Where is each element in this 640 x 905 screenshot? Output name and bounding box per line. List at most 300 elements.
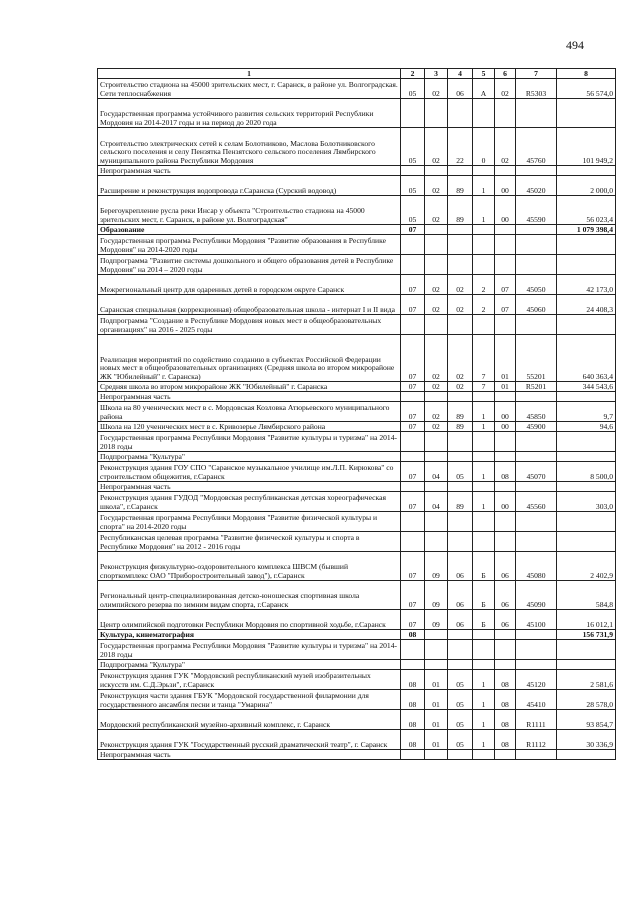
program-code-cell: 06 <box>448 552 473 581</box>
amount-cell: 640 363,4 <box>557 335 616 382</box>
amount-cell: 584,8 <box>557 581 616 610</box>
amount-cell: 56 023,4 <box>557 196 616 225</box>
target-code-cell: 45850 <box>516 402 557 422</box>
event-code-cell: 07 <box>495 295 516 315</box>
target-code-cell <box>516 235 557 255</box>
row-name-cell: Реконструкция части здания ГБУК "Мордовской государственной филармонии для государственного ансамбля песни и танца "Умарина" <box>98 690 401 710</box>
subsection-code-cell: 02 <box>425 128 448 166</box>
subprogram-code-cell <box>473 225 495 235</box>
target-code-cell: 45590 <box>516 196 557 225</box>
subprogram-code-cell <box>473 432 495 452</box>
target-code-cell <box>516 640 557 660</box>
target-code-cell: 45020 <box>516 176 557 196</box>
subsection-code-cell: 02 <box>425 422 448 432</box>
row-name-cell: Реализация мероприятий по содействию созданию в субъектах Российской Федерации новых мест в общеобразовательных организациях (Средняя школа во втором микрорайоне ЖК "Юбилейный" г. Саранска) <box>98 335 401 382</box>
event-code-cell: 02 <box>495 128 516 166</box>
row-name-cell: Межрегиональный центр для одаренных детей в городском округе Саранск <box>98 275 401 295</box>
program-code-cell: 02 <box>448 295 473 315</box>
section-code-cell <box>401 255 425 275</box>
subsection-code-cell <box>425 640 448 660</box>
table-row <box>98 176 616 196</box>
section-code-cell: 05 <box>401 196 425 225</box>
row-name-cell: Реконструкция здания ГУДОД "Мордовская республиканская детская хореографическая школа", г.Саранск <box>98 492 401 512</box>
subprogram-code-cell <box>473 255 495 275</box>
event-code-cell <box>495 640 516 660</box>
amount-cell <box>557 315 616 335</box>
header-row <box>98 69 616 79</box>
target-code-cell <box>516 166 557 176</box>
target-code-cell: 55201 <box>516 335 557 382</box>
target-code-cell <box>516 392 557 402</box>
row-name-cell: Школа на 120 ученических мест в с. Кривозерье Лямбирского района <box>98 422 401 432</box>
section-code-cell: 07 <box>401 295 425 315</box>
subprogram-code-cell <box>473 315 495 335</box>
section-code-cell: 07 <box>401 275 425 295</box>
section-code-cell <box>401 452 425 462</box>
subprogram-code-cell <box>473 512 495 532</box>
amount-cell: 2 581,6 <box>557 670 616 690</box>
subsection-code-cell <box>425 630 448 640</box>
event-code-cell: 08 <box>495 730 516 750</box>
section-code-cell: 05 <box>401 176 425 196</box>
row-name-cell: Центр олимпийской подготовки Республики Мордовия по спортивной ходьбе, г.Саранск <box>98 610 401 630</box>
target-code-cell: 45120 <box>516 670 557 690</box>
section-code-cell: 08 <box>401 730 425 750</box>
program-code-cell <box>448 750 473 760</box>
section-code-cell: 07 <box>401 402 425 422</box>
table-row <box>98 392 616 402</box>
event-code-cell: 01 <box>495 382 516 392</box>
row-name-cell: Школа на 80 ученических мест в с. Мордовская Козловка Атюрьевского муниципального района <box>98 402 401 422</box>
subsection-code-cell <box>425 452 448 462</box>
amount-cell <box>557 99 616 128</box>
program-code-cell: 89 <box>448 402 473 422</box>
table-row <box>98 422 616 432</box>
target-code-cell: 45560 <box>516 492 557 512</box>
event-code-cell: 00 <box>495 402 516 422</box>
amount-cell: 2 402,9 <box>557 552 616 581</box>
program-code-cell: 05 <box>448 730 473 750</box>
table-row <box>98 315 616 335</box>
program-code-cell: 89 <box>448 422 473 432</box>
event-code-cell: 00 <box>495 176 516 196</box>
subprogram-code-cell <box>473 482 495 492</box>
table-row <box>98 225 616 235</box>
subsection-code-cell <box>425 225 448 235</box>
program-code-cell <box>448 235 473 255</box>
target-code-cell: 45410 <box>516 690 557 710</box>
row-name-cell: Реконструкция физкультурно-оздоровительного комплекса ШВСМ (бывший спорткомплекс ОАО "Приборостроительный завод"), г.Саранск <box>98 552 401 581</box>
target-code-cell <box>516 315 557 335</box>
program-code-cell: 02 <box>448 382 473 392</box>
table-row <box>98 640 616 660</box>
section-code-cell <box>401 660 425 670</box>
subsection-code-cell: 09 <box>425 552 448 581</box>
subsection-code-cell: 04 <box>425 492 448 512</box>
event-code-cell <box>495 630 516 640</box>
amount-cell: 344 543,6 <box>557 382 616 392</box>
subsection-code-cell <box>425 750 448 760</box>
program-code-cell: 22 <box>448 128 473 166</box>
row-name-cell: Расширение и реконструкция водопровода г.Саранска (Сурский водовод) <box>98 176 401 196</box>
row-name-cell: Саранская специальная (коррекционная) общеобразовательная школа - интернат I и II вида <box>98 295 401 315</box>
subprogram-code-cell: А <box>473 79 495 99</box>
row-name-cell: Непрограммная часть <box>98 392 401 402</box>
event-code-cell <box>495 225 516 235</box>
subsection-code-cell: 02 <box>425 295 448 315</box>
column-header: 7 <box>516 69 557 79</box>
table-row <box>98 335 616 382</box>
program-code-cell: 89 <box>448 176 473 196</box>
target-code-cell <box>516 432 557 452</box>
section-code-cell: 05 <box>401 128 425 166</box>
table-row <box>98 581 616 610</box>
amount-cell <box>557 660 616 670</box>
subprogram-code-cell: 1 <box>473 422 495 432</box>
event-code-cell <box>495 512 516 532</box>
table-row <box>98 492 616 512</box>
subsection-code-cell <box>425 99 448 128</box>
row-name-cell: Республиканская целевая программа "Развитие физической культуры и спорта в Республике Мордовия" на 2012 - 2016 годы <box>98 532 401 552</box>
section-code-cell: 07 <box>401 610 425 630</box>
table-row <box>98 452 616 462</box>
section-code-cell <box>401 315 425 335</box>
event-code-cell: 00 <box>495 422 516 432</box>
amount-cell: 30 336,9 <box>557 730 616 750</box>
table-row <box>98 690 616 710</box>
target-code-cell: R1112 <box>516 730 557 750</box>
subprogram-code-cell: 1 <box>473 730 495 750</box>
section-code-cell: 08 <box>401 630 425 640</box>
row-name-cell: Подпрограмма "Создание в Республике Мордовия новых мест в общеобразовательных организациях" на 2016 - 2025 годы <box>98 315 401 335</box>
amount-cell: 16 012,1 <box>557 610 616 630</box>
budget-table <box>97 68 616 760</box>
program-code-cell <box>448 640 473 660</box>
event-code-cell <box>495 235 516 255</box>
row-name-cell: Непрограммная часть <box>98 482 401 492</box>
column-header: 6 <box>495 69 516 79</box>
program-code-cell <box>448 482 473 492</box>
subsection-code-cell <box>425 512 448 532</box>
target-code-cell <box>516 99 557 128</box>
subsection-code-cell: 02 <box>425 176 448 196</box>
row-name-cell: Непрограммная часть <box>98 166 401 176</box>
program-code-cell: 05 <box>448 670 473 690</box>
section-code-cell <box>401 750 425 760</box>
row-name-cell: Государственная программа Республики Мордовия "Развитие образования в Республике Мордовия" на 2014-2020 годы <box>98 235 401 255</box>
amount-cell <box>557 640 616 660</box>
amount-cell: 8 500,0 <box>557 462 616 482</box>
subsection-code-cell: 02 <box>425 79 448 99</box>
table-row <box>98 512 616 532</box>
column-header: 4 <box>448 69 473 79</box>
amount-cell <box>557 392 616 402</box>
subprogram-code-cell <box>473 750 495 760</box>
target-code-cell <box>516 750 557 760</box>
target-code-cell <box>516 660 557 670</box>
target-code-cell: R5201 <box>516 382 557 392</box>
row-name-cell: Строительство электрических сетей к селам Болотниково, Маслова Болотниковского сельского поселения и селу Пензятка Пензятского сельского поселения Лямбирского муниципального района Республики Мордовия <box>98 128 401 166</box>
table-row <box>98 552 616 581</box>
subprogram-code-cell: 0 <box>473 128 495 166</box>
subsection-code-cell: 02 <box>425 402 448 422</box>
program-code-cell <box>448 315 473 335</box>
section-code-cell: 07 <box>401 581 425 610</box>
table-row <box>98 99 616 128</box>
amount-cell <box>557 750 616 760</box>
subprogram-code-cell: 1 <box>473 710 495 730</box>
subprogram-code-cell: 1 <box>473 492 495 512</box>
program-code-cell: 02 <box>448 335 473 382</box>
target-code-cell: 45070 <box>516 462 557 482</box>
section-code-cell: 07 <box>401 335 425 382</box>
subprogram-code-cell: 7 <box>473 335 495 382</box>
program-code-cell: 06 <box>448 79 473 99</box>
event-code-cell <box>495 99 516 128</box>
subsection-code-cell <box>425 315 448 335</box>
table-row <box>98 275 616 295</box>
subsection-code-cell <box>425 482 448 492</box>
row-name-cell: Строительство стадиона на 45000 зрительских мест, г. Саранск, в районе ул. Волгоградская. Сети теплоснабжения <box>98 79 401 99</box>
table-row <box>98 482 616 492</box>
section-code-cell <box>401 432 425 452</box>
subprogram-code-cell: Б <box>473 552 495 581</box>
event-code-cell: 00 <box>495 492 516 512</box>
amount-cell: 28 578,0 <box>557 690 616 710</box>
program-code-cell: 89 <box>448 196 473 225</box>
program-code-cell: 06 <box>448 581 473 610</box>
column-header: 2 <box>401 69 425 79</box>
program-code-cell <box>448 99 473 128</box>
section-code-cell: 07 <box>401 492 425 512</box>
table-body <box>98 79 616 760</box>
subsection-code-cell: 02 <box>425 196 448 225</box>
row-name-cell: Подпрограмма "Развитие системы дошкольного и общего образования детей в Республике Мордовия" на 2014 – 2020 годы <box>98 255 401 275</box>
event-code-cell <box>495 255 516 275</box>
amount-cell: 42 173,0 <box>557 275 616 295</box>
subprogram-code-cell <box>473 166 495 176</box>
table-row <box>98 710 616 730</box>
event-code-cell: 06 <box>495 581 516 610</box>
program-code-cell <box>448 432 473 452</box>
subprogram-code-cell: 1 <box>473 196 495 225</box>
program-code-cell: 05 <box>448 710 473 730</box>
row-name-cell: Государственная программа устойчивого развития сельских территорий Республики Мордовия на 2014-2017 годы и на период до 2020 года <box>98 99 401 128</box>
section-code-cell: 05 <box>401 79 425 99</box>
subsection-code-cell: 04 <box>425 462 448 482</box>
row-name-cell: Региональный центр-специализированная детско-юношеская спортивная школа олимпийского резерва по зимним видам спорта, г.Саранск <box>98 581 401 610</box>
program-code-cell <box>448 166 473 176</box>
amount-cell <box>557 452 616 462</box>
program-code-cell: 89 <box>448 492 473 512</box>
subprogram-code-cell: 1 <box>473 402 495 422</box>
amount-cell <box>557 166 616 176</box>
subsection-code-cell <box>425 235 448 255</box>
subsection-code-cell: 02 <box>425 382 448 392</box>
section-code-cell: 07 <box>401 225 425 235</box>
table-row <box>98 630 616 640</box>
subprogram-code-cell: 1 <box>473 462 495 482</box>
section-code-cell <box>401 482 425 492</box>
row-name-cell: Берегоукрепление русла реки Инсар у объекта "Строительство стадиона на 45000 зрительских мест, г. Саранск, в районе ул. Волгоградская" <box>98 196 401 225</box>
event-code-cell <box>495 432 516 452</box>
program-code-cell <box>448 630 473 640</box>
table-row <box>98 235 616 255</box>
row-name-cell: Мордовский республиканский музейно-архивный комплекс, г. Саранск <box>98 710 401 730</box>
row-name-cell: Государственная программа Республики Мордовия "Развитие культуры и туризма" на 2014-2018 годы <box>98 432 401 452</box>
row-name-cell: Непрограммная часть <box>98 750 401 760</box>
target-code-cell <box>516 225 557 235</box>
section-code-cell: 08 <box>401 670 425 690</box>
target-code-cell <box>516 630 557 640</box>
target-code-cell: R5303 <box>516 79 557 99</box>
amount-cell: 94,6 <box>557 422 616 432</box>
target-code-cell <box>516 532 557 552</box>
amount-cell <box>557 482 616 492</box>
subprogram-code-cell <box>473 392 495 402</box>
event-code-cell: 02 <box>495 79 516 99</box>
table-row <box>98 128 616 166</box>
event-code-cell: 00 <box>495 196 516 225</box>
subsection-code-cell: 09 <box>425 610 448 630</box>
amount-cell <box>557 235 616 255</box>
table-row <box>98 432 616 452</box>
row-name-cell: Подпрограмма "Культура" <box>98 452 401 462</box>
subprogram-code-cell: 1 <box>473 690 495 710</box>
subprogram-code-cell: Б <box>473 581 495 610</box>
subprogram-code-cell <box>473 660 495 670</box>
subsection-code-cell: 01 <box>425 670 448 690</box>
subsection-code-cell: 09 <box>425 581 448 610</box>
section-code-cell: 08 <box>401 710 425 730</box>
row-name-cell: Подпрограмма "Культура" <box>98 660 401 670</box>
target-code-cell: 45760 <box>516 128 557 166</box>
program-code-cell: 05 <box>448 690 473 710</box>
program-code-cell <box>448 532 473 552</box>
subsection-code-cell <box>425 392 448 402</box>
page-number: 494 <box>566 38 584 52</box>
table-row <box>98 670 616 690</box>
subprogram-code-cell <box>473 630 495 640</box>
section-code-cell: 07 <box>401 552 425 581</box>
section-code-cell <box>401 99 425 128</box>
table-row <box>98 402 616 422</box>
program-code-cell <box>448 225 473 235</box>
subsection-code-cell <box>425 432 448 452</box>
table-row <box>98 610 616 630</box>
table-row <box>98 166 616 176</box>
table-row <box>98 255 616 275</box>
target-code-cell: 45090 <box>516 581 557 610</box>
subsection-code-cell: 01 <box>425 730 448 750</box>
program-code-cell <box>448 452 473 462</box>
table-row <box>98 196 616 225</box>
subprogram-code-cell <box>473 532 495 552</box>
target-code-cell: R1111 <box>516 710 557 730</box>
section-code-cell: 07 <box>401 462 425 482</box>
event-code-cell: 06 <box>495 610 516 630</box>
target-code-cell <box>516 255 557 275</box>
subsection-code-cell <box>425 532 448 552</box>
column-header: 1 <box>98 69 401 79</box>
row-name-cell: Государственная программа Республики Мордовия "Развитие культуры и туризма" на 2014-2018 годы <box>98 640 401 660</box>
event-code-cell <box>495 315 516 335</box>
table-row <box>98 532 616 552</box>
target-code-cell: 45050 <box>516 275 557 295</box>
amount-cell: 303,0 <box>557 492 616 512</box>
program-code-cell <box>448 392 473 402</box>
amount-cell: 2 000,0 <box>557 176 616 196</box>
table-row <box>98 750 616 760</box>
table-row <box>98 462 616 482</box>
event-code-cell <box>495 166 516 176</box>
subprogram-code-cell: 1 <box>473 176 495 196</box>
subprogram-code-cell <box>473 640 495 660</box>
table-row <box>98 295 616 315</box>
row-name-cell: Реконструкция здания ГУК "Мордовский республиканский музей изобразительных искусств им. С.Д.Эрьзи", г.Саранск <box>98 670 401 690</box>
row-name-cell: Государственная программа Республики Мордовия "Развитие физической культуры и спорта" на 2014-2020 годы <box>98 512 401 532</box>
event-code-cell: 07 <box>495 275 516 295</box>
subsection-code-cell <box>425 166 448 176</box>
subsection-code-cell: 02 <box>425 275 448 295</box>
program-code-cell <box>448 255 473 275</box>
row-name-cell: Культура, кинематография <box>98 630 401 640</box>
subprogram-code-cell: Б <box>473 610 495 630</box>
amount-cell: 101 949,2 <box>557 128 616 166</box>
amount-cell <box>557 512 616 532</box>
program-code-cell <box>448 660 473 670</box>
section-code-cell: 08 <box>401 690 425 710</box>
target-code-cell <box>516 452 557 462</box>
target-code-cell: 45900 <box>516 422 557 432</box>
section-code-cell <box>401 532 425 552</box>
section-code-cell <box>401 166 425 176</box>
section-code-cell <box>401 512 425 532</box>
table-row <box>98 730 616 750</box>
row-name-cell: Средняя школа во втором микрорайоне ЖК "Юбилейный" г. Саранска <box>98 382 401 392</box>
table-row <box>98 79 616 99</box>
amount-cell: 9,7 <box>557 402 616 422</box>
event-code-cell <box>495 660 516 670</box>
column-header: 8 <box>557 69 616 79</box>
event-code-cell <box>495 392 516 402</box>
event-code-cell: 06 <box>495 552 516 581</box>
section-code-cell <box>401 392 425 402</box>
event-code-cell <box>495 452 516 462</box>
event-code-cell: 08 <box>495 690 516 710</box>
row-name-cell: Реконструкция здания ГОУ СПО "Саранское музыкальное училище им.Л.П. Кирюкова" со строительством общежития, г.Саранск <box>98 462 401 482</box>
program-code-cell: 06 <box>448 610 473 630</box>
program-code-cell: 02 <box>448 275 473 295</box>
amount-cell <box>557 532 616 552</box>
target-code-cell <box>516 482 557 492</box>
amount-cell: 156 731,9 <box>557 630 616 640</box>
event-code-cell: 01 <box>495 335 516 382</box>
amount-cell: 56 574,0 <box>557 79 616 99</box>
subsection-code-cell <box>425 660 448 670</box>
amount-cell: 1 079 398,4 <box>557 225 616 235</box>
row-name-cell: Образование <box>98 225 401 235</box>
subsection-code-cell: 02 <box>425 335 448 382</box>
event-code-cell: 08 <box>495 710 516 730</box>
target-code-cell: 45060 <box>516 295 557 315</box>
event-code-cell <box>495 482 516 492</box>
program-code-cell: 05 <box>448 462 473 482</box>
section-code-cell: 07 <box>401 382 425 392</box>
column-header: 3 <box>425 69 448 79</box>
subsection-code-cell: 01 <box>425 710 448 730</box>
program-code-cell <box>448 512 473 532</box>
